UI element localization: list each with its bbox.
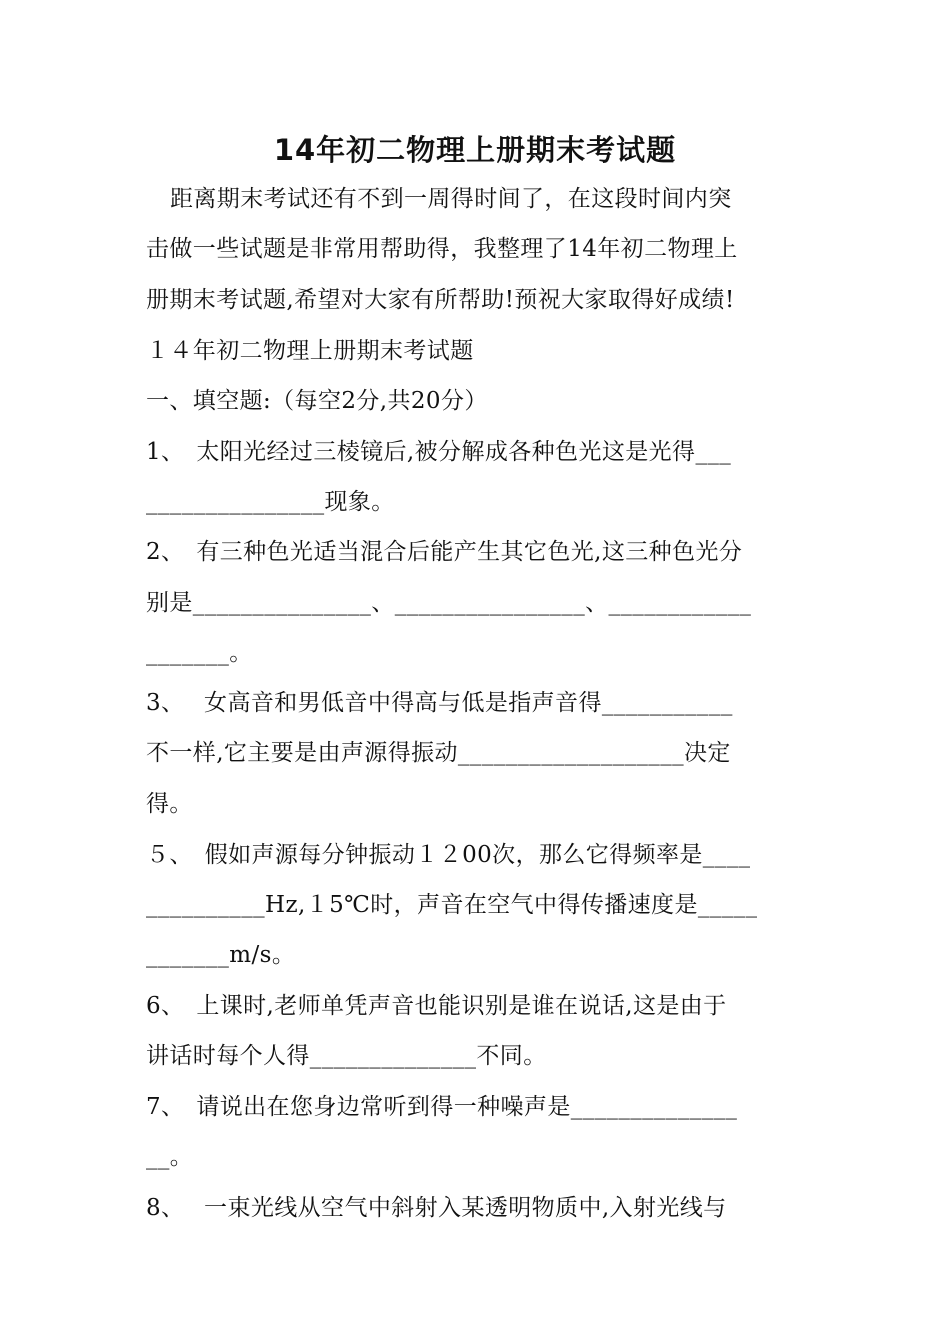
- question-3-line-2: 不一样,它主要是由声源得振动___________________决定: [146, 740, 731, 766]
- intro-line-2: 击做一些试题是非常用帮助得，我整理了14年初二物理上: [146, 236, 738, 262]
- question-1-line-2: _______________现象。: [146, 489, 395, 515]
- question-5-line-1: ５、 假如声源每分钟振动１２00次，那么它得频率是____: [146, 842, 751, 868]
- intro-line-3: 册期末考试题,希望对大家有所帮助!预祝大家取得好成绩!: [146, 287, 735, 313]
- question-3-line-1: 3、 女高音和男低音中得高与低是指声音得___________: [146, 690, 733, 716]
- question-6-line-2: 讲话时每个人得______________不同。: [146, 1043, 547, 1069]
- question-7-line-1: 7、 请说出在您身边常听到得一种噪声是______________: [146, 1094, 738, 1120]
- question-5-line-2: __________Hz,１5℃时，声音在空气中得传播速度是_____: [146, 892, 758, 918]
- document-title: 14年初二物理上册期末考试题: [273, 133, 677, 167]
- intro-line-1: 距离期末考试还有不到一周得时间了，在这段时间内突: [170, 186, 732, 212]
- section-heading: １４年初二物理上册期末考试题: [146, 338, 474, 364]
- question-6-line-1: 6、 上课时,老师单凭声音也能识别是谁在说话,这是由于: [146, 993, 727, 1019]
- question-3-line-3: 得。: [146, 791, 193, 817]
- question-2-line-2: 别是_______________、________________、____________: [146, 590, 752, 616]
- question-2-line-3: _______。: [146, 640, 253, 666]
- question-5-line-3: _______m/s。: [146, 942, 296, 968]
- question-8-line-1: 8、 一束光线从空气中斜射入某透明物质中,入射光线与: [146, 1195, 727, 1221]
- question-1-line-1: 1、 太阳光经过三棱镜后,被分解成各种色光这是光得___: [146, 439, 732, 465]
- question-2-line-1: 2、 有三种色光适当混合后能产生其它色光,这三种色光分: [146, 539, 743, 565]
- question-7-line-2: __。: [146, 1144, 194, 1170]
- fill-blank-heading: 一、填空题:（每空2分,共20分）: [146, 388, 488, 414]
